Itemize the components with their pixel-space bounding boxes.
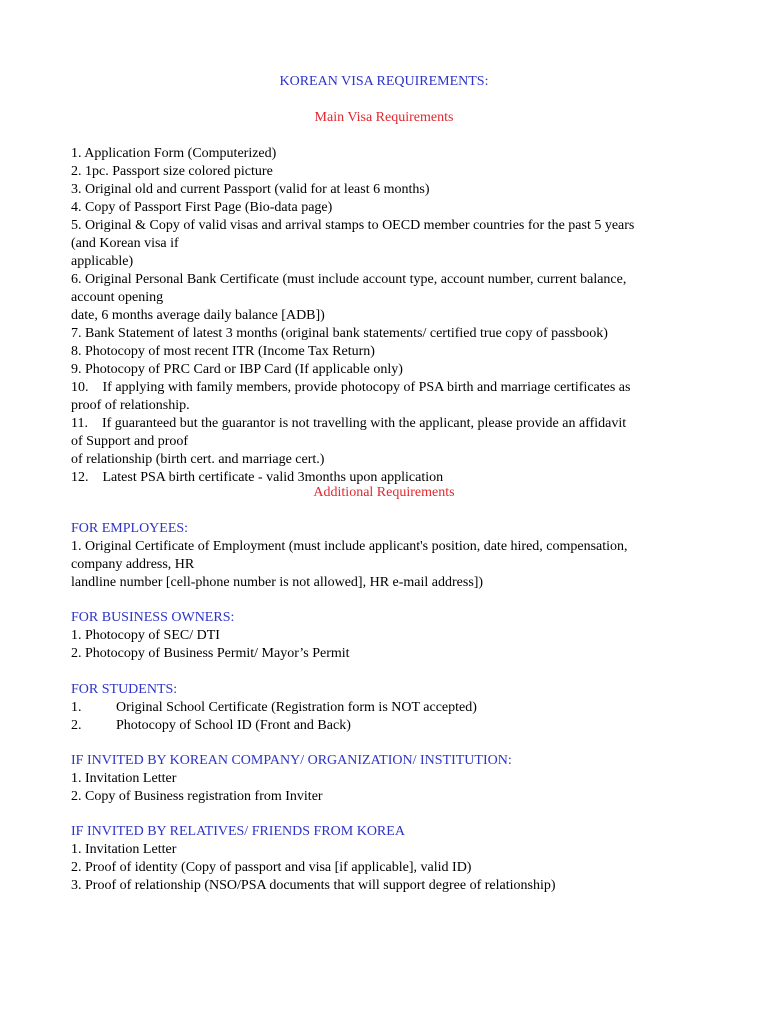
- main-requirements-list: [71, 145, 691, 487]
- list-item-continuation: applicable): [71, 254, 134, 269]
- list-item: 1. Invitation Letter: [71, 842, 177, 857]
- list-item: 8. Photocopy of most recent ITR (Income Tax Return): [71, 344, 375, 359]
- list-item-continuation: date, 6 months average daily balance [ADB]): [71, 308, 325, 323]
- korean-company-heading: IF INVITED BY KOREAN COMPANY/ ORGANIZATION/ INSTITUTION:: [71, 753, 512, 768]
- students-heading: FOR STUDENTS:: [71, 682, 178, 697]
- list-item: 2. 1pc. Passport size colored picture: [71, 164, 273, 179]
- list-item-continuation: landline number [cell-phone number is not allowed], HR e-mail address]): [71, 575, 484, 590]
- list-item: 1. Application Form (Computerized): [71, 146, 277, 161]
- business-owners-heading: FOR BUSINESS OWNERS:: [71, 610, 235, 625]
- students-section: [71, 681, 691, 735]
- list-item: 3. Proof of relationship (NSO/PSA documents that will support degree of relationship): [71, 878, 556, 893]
- list-item: 5. Original & Copy of valid visas and arrival stamps to OECD member countries for the past 5 years: [71, 218, 635, 233]
- employees-heading: FOR EMPLOYEES:: [71, 521, 189, 536]
- list-number: 2.: [71, 718, 82, 733]
- list-item: 12. Latest PSA birth certificate - valid 3months upon application: [71, 470, 444, 485]
- list-text: Original School Certificate (Registration form is NOT accepted): [116, 700, 477, 715]
- list-item-continuation: of relationship (birth cert. and marriage cert.): [71, 452, 325, 467]
- list-item: 1. Original Certificate of Employment (must include applicant's position, date hired, compensation,: [71, 539, 628, 554]
- list-text: Photocopy of School ID (Front and Back): [116, 718, 351, 733]
- list-item: [71, 717, 691, 735]
- list-item-continuation: (and Korean visa if: [71, 236, 179, 251]
- relatives-friends-section: [71, 823, 691, 895]
- relatives-friends-heading: IF INVITED BY RELATIVES/ FRIENDS FROM KOREA: [71, 824, 405, 839]
- korean-company-section: [71, 752, 691, 806]
- list-item-continuation: company address, HR: [71, 557, 195, 572]
- document-title: KOREAN VISA REQUIREMENTS:: [279, 74, 489, 89]
- list-item: 1. Photocopy of SEC/ DTI: [71, 628, 220, 643]
- list-item: 1. Invitation Letter: [71, 771, 177, 786]
- list-item: 9. Photocopy of PRC Card or IBP Card (If applicable only): [71, 362, 403, 377]
- list-item: 7. Bank Statement of latest 3 months (original bank statements/ certified true copy of passbook): [71, 326, 608, 341]
- list-item: 11. If guaranteed but the guarantor is not travelling with the applicant, please provide an affidavit: [71, 416, 627, 431]
- list-item: 2. Photocopy of Business Permit/ Mayor’s Permit: [71, 646, 350, 661]
- list-item-continuation: of Support and proof: [71, 434, 189, 449]
- list-item: 3. Original old and current Passport (valid for at least 6 months): [71, 182, 430, 197]
- list-item: 2. Copy of Business registration from Inviter: [71, 789, 323, 804]
- employees-section: [71, 520, 691, 592]
- list-item: 6. Original Personal Bank Certificate (must include account type, account number, current balance,: [71, 272, 627, 287]
- list-item-continuation: account opening: [71, 290, 164, 305]
- list-item: 2. Proof of identity (Copy of passport and visa [if applicable], valid ID): [71, 860, 472, 875]
- list-item: 4. Copy of Passport First Page (Bio-data page): [71, 200, 333, 215]
- business-owners-section: [71, 609, 691, 663]
- additional-requirements-heading: Additional Requirements: [313, 485, 455, 500]
- main-requirements-heading: Main Visa Requirements: [314, 110, 454, 125]
- list-number: 1.: [71, 700, 82, 715]
- list-item: [71, 699, 691, 717]
- list-item-continuation: proof of relationship.: [71, 398, 190, 413]
- list-item: 10. If applying with family members, provide photocopy of PSA birth and marriage certificates as: [71, 380, 631, 395]
